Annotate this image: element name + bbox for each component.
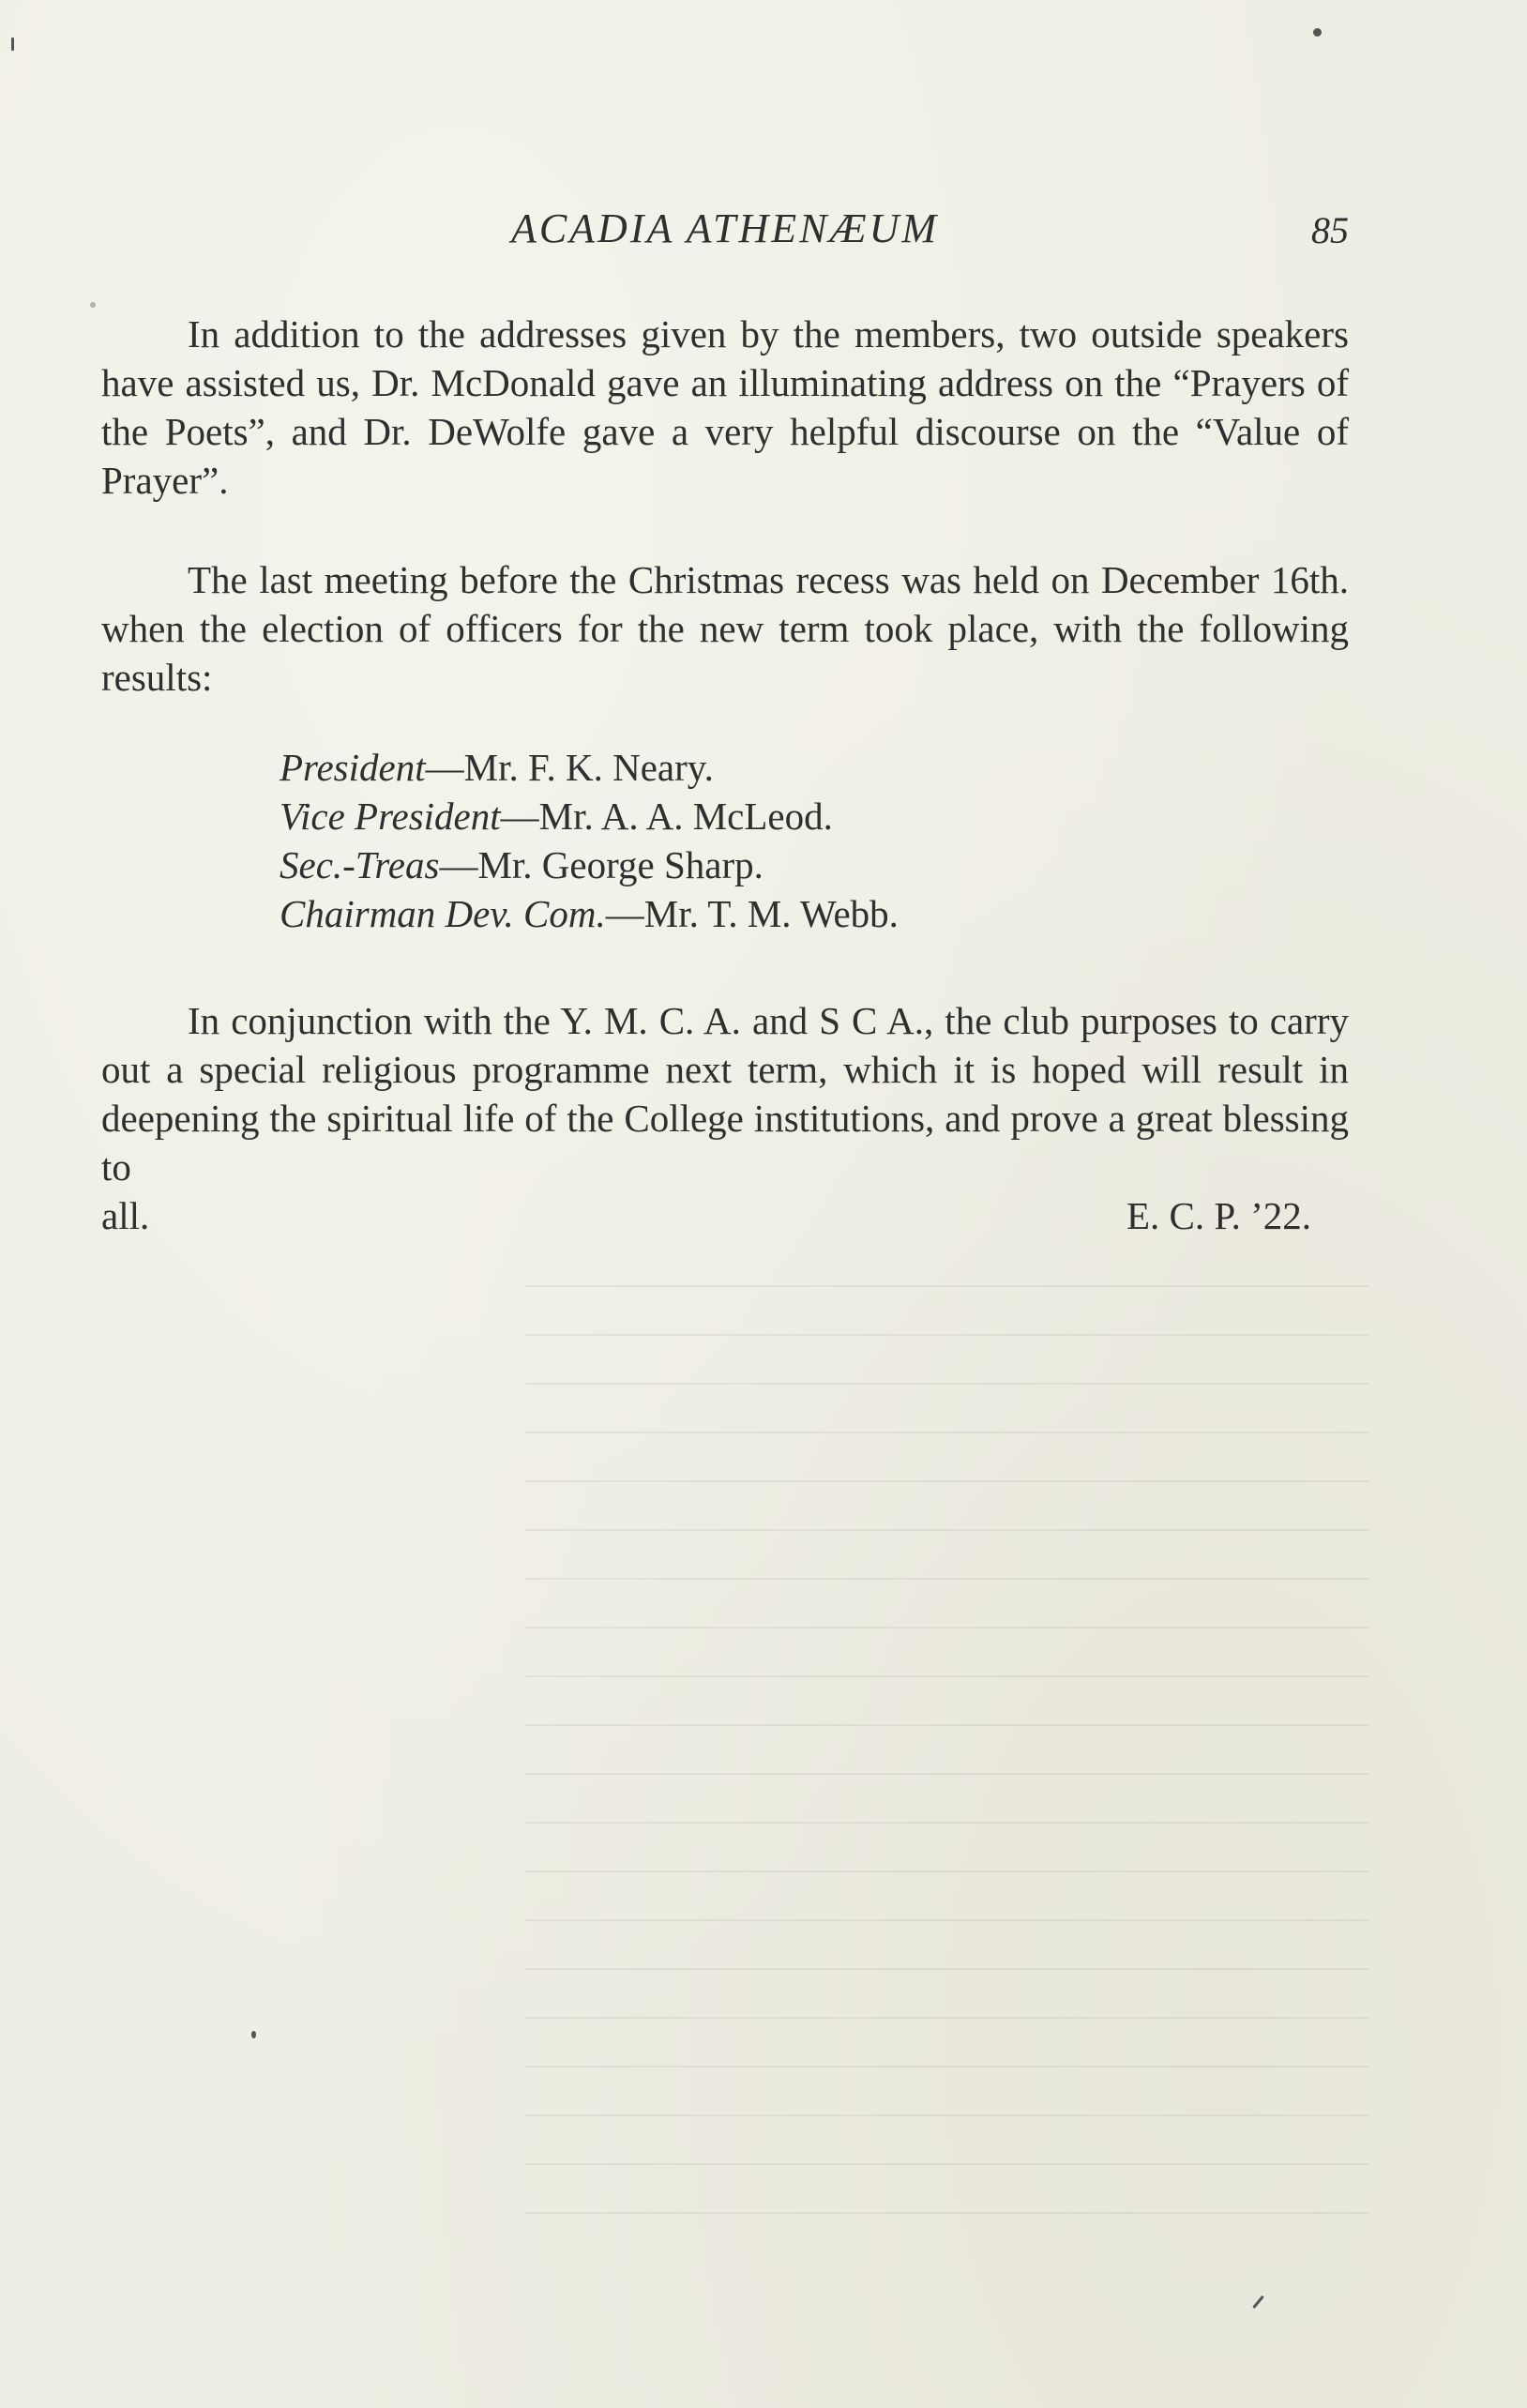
- paragraph-election: [101, 555, 1349, 702]
- signature: E. C. P. ’22.: [1126, 1194, 1311, 1237]
- running-title: ACADIA ATHENÆUM: [510, 205, 940, 251]
- page-number: 85: [1311, 209, 1349, 251]
- officer-row: [280, 792, 1311, 841]
- bleed-through: [525, 1285, 1369, 2251]
- running-head: [101, 204, 1349, 261]
- officer-title: Vice President: [280, 795, 501, 838]
- officer-title: Chairman Dev. Com.: [280, 892, 606, 935]
- speck: [11, 38, 14, 51]
- paragraph-speakers: [101, 310, 1349, 505]
- paragraph-text: The last meeting before the Christmas recess was held on December 16th. when the election of officers for the new term took place, with the following results:: [101, 558, 1349, 699]
- officer-row: [280, 841, 1311, 889]
- paragraph-text: In addition to the addresses given by the members, two outside speakers have assisted us, Dr. McDonald gave an illuminating address on the “Prayers of the Poets”, and Dr. DeWolfe gave a very helpful discourse on the “Value of Prayer”.: [101, 312, 1349, 502]
- officer-name: —Mr. F. K. Neary.: [425, 746, 714, 789]
- speck: [1252, 2295, 1264, 2309]
- officer-row: [280, 889, 1311, 938]
- officer-name: —Mr. T. M. Webb.: [605, 892, 899, 935]
- speck: [251, 2031, 256, 2038]
- closing-word: all.: [101, 1194, 150, 1237]
- officer-title: President: [280, 746, 426, 789]
- officers-list: [280, 743, 1311, 938]
- speck: [90, 302, 96, 308]
- paragraph-text: In conjunction with the Y. M. C. A. and S C A., the club purposes to carry out a special religious programme next term, which it is hoped will result in deepening the spiritual life of the College institutions, and prove a great blessing to: [101, 999, 1349, 1189]
- officer-row: [280, 743, 1311, 792]
- officer-name: —Mr. A. A. McLeod.: [500, 795, 833, 838]
- speck: [1313, 28, 1322, 37]
- officer-title: Sec.-Treas: [280, 843, 440, 886]
- paragraph-programme: [101, 996, 1349, 1191]
- officer-name: —Mr. George Sharp.: [439, 843, 764, 886]
